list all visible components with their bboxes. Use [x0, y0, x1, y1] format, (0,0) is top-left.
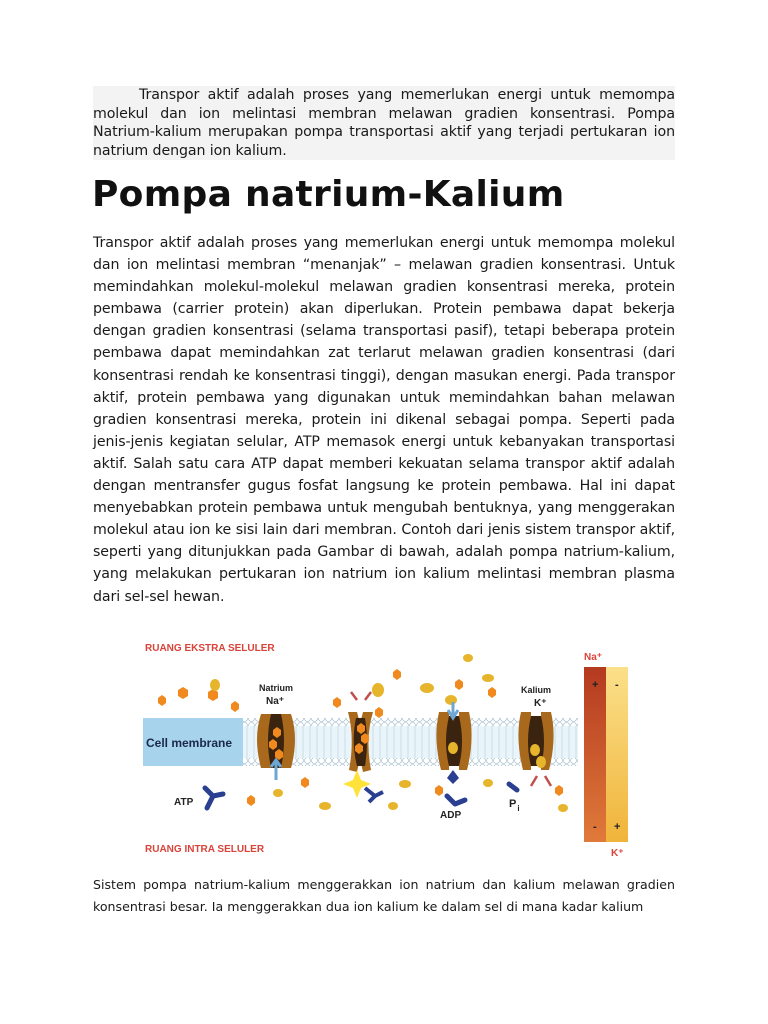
sodium-potassium-pump-diagram: [143, 638, 633, 863]
adp-molecule: [447, 796, 465, 804]
intracellular-label: RUANG INTRA SELULER: [145, 844, 265, 855]
sodium-ions-outside: [158, 669, 496, 718]
gradient-k-label: K⁺: [611, 848, 624, 859]
cell-membrane-label: Cell membrane: [146, 736, 233, 750]
gradient-k-plus: +: [614, 821, 621, 833]
adp-label: ADP: [440, 810, 462, 821]
intro-paragraph: Transpor aktif adalah proses yang memerlukan energi untuk memompa molekul dan ion melintasi membran melawan gradien konsentrasi. Pompa Natrium-kalium merupakan pompa transportasi aktif yang terjadi pertukaran ion natrium dengan ion kalium.: [93, 87, 675, 159]
gradient-na-plus: +: [592, 679, 599, 691]
atp-label: ATP: [174, 797, 194, 808]
pump-protein-1: [257, 714, 295, 780]
gradient-na-bar: [584, 667, 606, 842]
natrium-label: Natrium: [259, 683, 294, 693]
potassium-ions-outside: [210, 654, 494, 705]
body-paragraph: Transpor aktif adalah proses yang memerlukan energi untuk memompa molekul dan ion melintasi membran “menanjak” – melawan gradien konsentrasi. Untuk memindahkan molekul-molekul melawan gradien konsentrasi mereka, protein pembawa (carrier protein) akan diperlukan. Protein pembawa dapat bekerja dengan gradien konsentrasi (selama transportasi pasif), tetapi beberapa protein pembawa dapat memindahkan zat terlarut melawan gradien konsentrasi (dari konsentrasi rendah ke konsentrasi tinggi), dengan masukan energi. Pada transpor aktif, protein pembawa yang digunakan untuk memindahkan bahan melawan gradien konsentrasi mereka, protein ini dikenal sebagai pompa. Seperti pada jenis-jenis kegiatan selular, ATP memasok energi untuk kebanyakan transportasi aktif. Salah satu cara ATP dapat memberi kekuatan selama transpor aktif adalah dengan mentransfer gugus fosfat langsung ke protein pembawa. Hal ini dapat menyebabkan protein pembawa untuk mengubah bentuknya, yang menggerakan molekul atau ion ke sisi lain dari membran. Contoh dari jenis sistem transpor aktif, seperti yang ditunjukkan pada Gambar di bawah, adalah pompa natrium-kalium, yang melakukan pertukaran ion natrium ion kalium melintasi membran plasma dari sel-sel hewan.: [93, 235, 675, 605]
atp-molecule: [205, 788, 223, 808]
pump-protein-3: [436, 702, 471, 784]
gradient-k-minus: -: [615, 679, 619, 691]
gradient-na-minus: -: [593, 821, 597, 833]
figure-caption: Sistem pompa natrium-kalium menggerakkan ion natrium dan kalium melawan gradien konsentrasi besar. Ia menggerakkan dua ion kalium ke dalam sel di mana kadar kalium: [93, 877, 675, 914]
gradient-k-bar: [606, 667, 628, 842]
section-heading: Pompa natrium-Kalium: [92, 174, 565, 215]
k-symbol-label: K⁺: [534, 698, 547, 709]
pi-label: $P_i$: [509, 798, 520, 813]
gradient-na-label: Na⁺: [584, 652, 603, 663]
pump-protein-4: [518, 712, 553, 786]
kalium-label: Kalium: [521, 685, 552, 695]
na-symbol-label: Na⁺: [266, 696, 285, 707]
potassium-ions-inside: [273, 779, 568, 812]
extracellular-label: RUANG EKSTRA SELULER: [145, 643, 275, 654]
phosphate-molecule: [509, 784, 517, 790]
